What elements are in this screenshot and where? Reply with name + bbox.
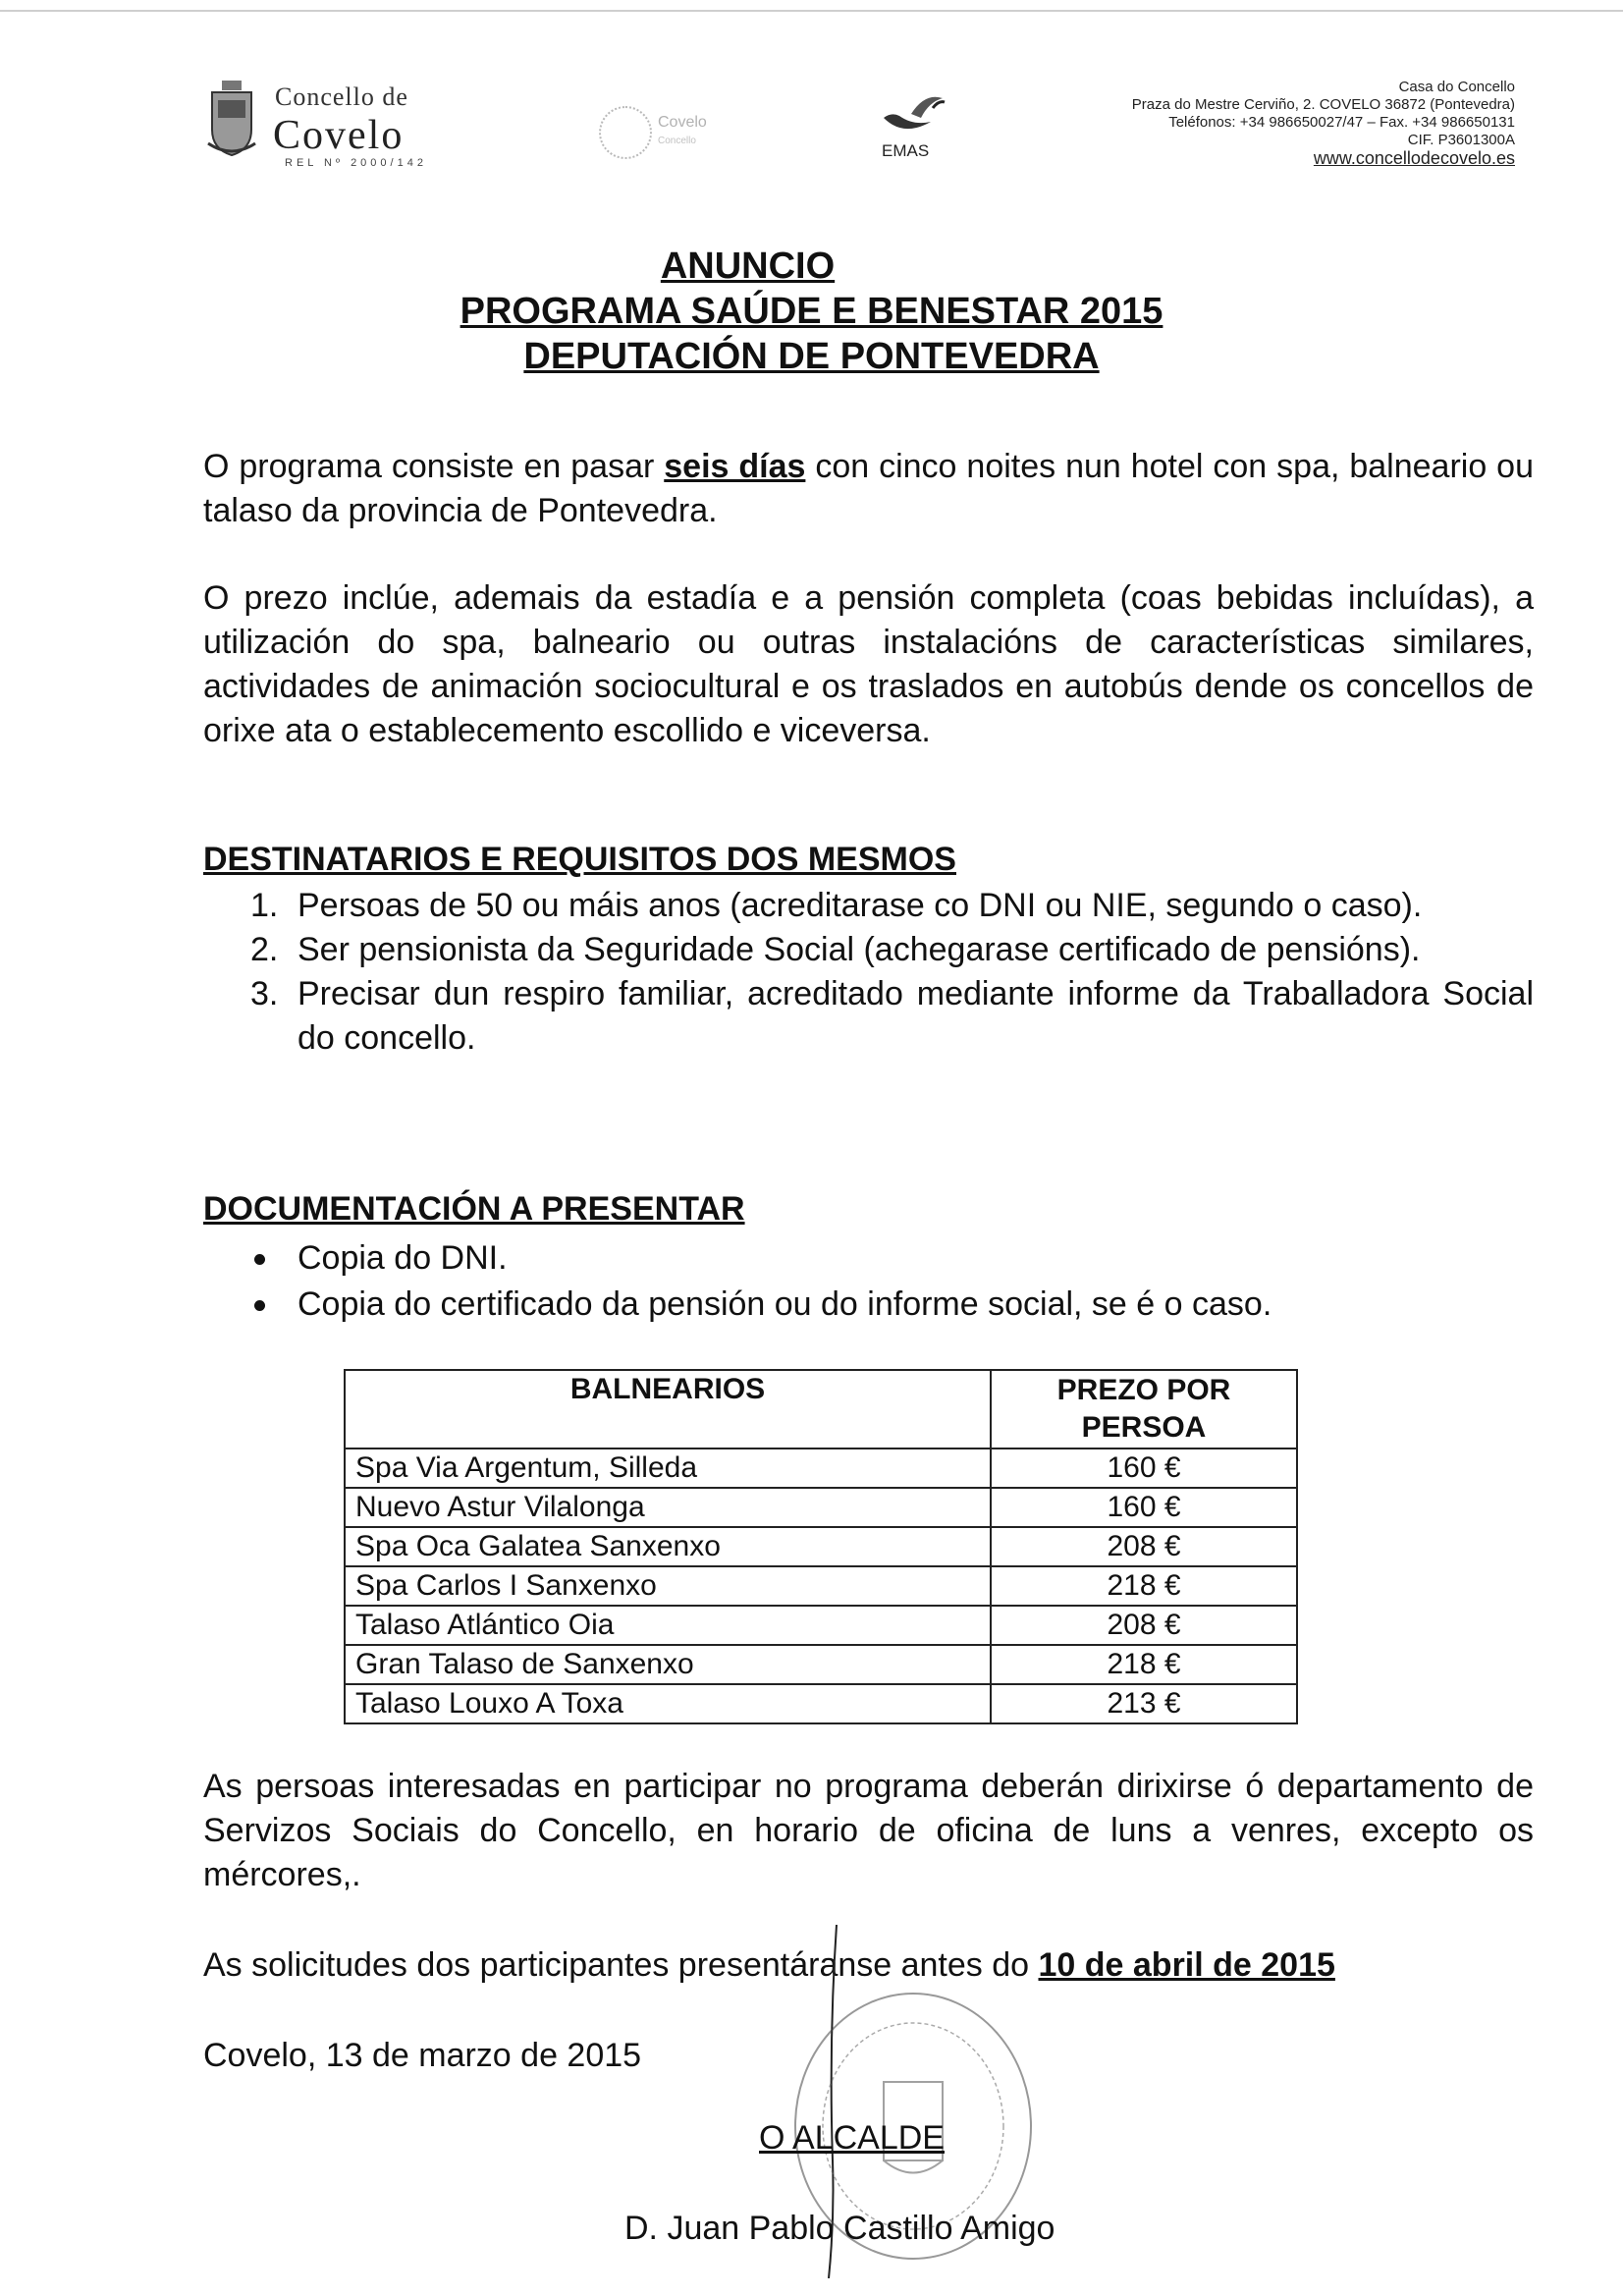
intro-highlight: seis días — [664, 448, 806, 485]
documentation-heading: DOCUMENTACIÓN A PRESENTAR — [203, 1190, 745, 1228]
list-item — [250, 1282, 1534, 1328]
list-text: Copia do DNI. — [298, 1239, 508, 1277]
spa-price: 208 € — [991, 1527, 1297, 1566]
emas-logo — [874, 88, 952, 167]
list-item — [250, 884, 1534, 928]
list-item — [250, 928, 1534, 972]
secondary-logo-text: Covelo — [658, 114, 707, 131]
spa-name: Spa Via Argentum, Silleda — [345, 1449, 991, 1488]
scan-top-line — [0, 10, 1623, 12]
table-row — [345, 1449, 1297, 1488]
spa-name: Talaso Louxo A Toxa — [345, 1684, 991, 1723]
place-date: Covelo, 13 de marzo de 2015 — [203, 2037, 642, 2074]
spa-price: 208 € — [991, 1606, 1297, 1645]
list-item — [250, 1235, 1534, 1282]
title-deputacion: DEPUTACIÓN DE PONTEVEDRA — [523, 336, 1100, 377]
emas-leaf-icon — [874, 88, 952, 139]
documentation-list — [250, 1235, 1534, 1328]
municipality-logo — [206, 71, 432, 174]
spa-price: 218 € — [991, 1566, 1297, 1606]
spa-price: 218 € — [991, 1645, 1297, 1684]
contact-paragraph: As persoas interesadas en participar no programa deberán dirixirse ó departamento de Servizos Sociais do Concello, en horario de oficina de luns a venres, excepto os mércores,. — [203, 1768, 1534, 1893]
spa-name: Gran Talaso de Sanxenxo — [345, 1645, 991, 1684]
municipality-name-line1: Concello de — [275, 82, 408, 111]
spa-price: 213 € — [991, 1684, 1297, 1723]
municipality-name-line2: Covelo — [273, 113, 405, 158]
office-name: Casa do Concello — [1398, 79, 1515, 95]
spa-name: Nuevo Astur Vilalonga — [345, 1488, 991, 1527]
deadline-text: As solicitudes dos participantes presentáranse antes do — [203, 1946, 1039, 1984]
bullet-icon — [254, 1300, 265, 1311]
list-number: 2. — [250, 931, 279, 968]
registry-number: REL Nº 2000/142 — [285, 157, 427, 169]
bullet-icon — [254, 1254, 265, 1265]
website-link[interactable]: www.concellodecovelo.es — [1313, 148, 1515, 168]
intro-text-before: O programa consiste en pasar — [203, 448, 665, 485]
emas-label: EMAS — [882, 141, 930, 160]
cif: CIF. P3601300A — [1407, 132, 1515, 148]
secondary-logo-circle-icon — [599, 106, 652, 159]
secondary-logo-subtext: Concello — [658, 136, 696, 146]
spa-price: 160 € — [991, 1488, 1297, 1527]
requirements-heading: DESTINATARIOS E REQUISITOS DOS MESMOS — [203, 841, 956, 878]
table-header-row — [345, 1370, 1297, 1449]
deadline-date: 10 de abril de 2015 — [1038, 1946, 1335, 1984]
table-row — [345, 1606, 1297, 1645]
spa-name: Talaso Atlántico Oia — [345, 1606, 991, 1645]
spa-price: 160 € — [991, 1449, 1297, 1488]
signer-name: D. Juan Pablo Castillo Amigo — [624, 2210, 1055, 2247]
list-text: Precisar dun respiro familiar, acreditado mediante informe da Traballadora Social do concello. — [298, 975, 1534, 1057]
table-row — [345, 1527, 1297, 1566]
intro-text-after: con cinco noites nun hotel con spa, balneario ou talaso da provincia de Pontevedra. — [203, 448, 1534, 529]
list-text: Persoas de 50 ou máis anos (acreditarase co DNI ou NIE, segundo o caso). — [298, 887, 1423, 924]
phones: Teléfonos: +34 986650027/47 – Fax. +34 986650131 — [1168, 114, 1515, 131]
requirements-list — [250, 884, 1534, 1061]
list-text: Copia do certificado da pensión ou do informe social, se é o caso. — [298, 1285, 1272, 1323]
contact-block — [1004, 79, 1515, 167]
secondary-logo — [599, 98, 727, 177]
spa-name: Spa Carlos I Sanxenxo — [345, 1566, 991, 1606]
title-programa: PROGRAMA SAÚDE E BENESTAR 2015 — [460, 291, 1163, 332]
coat-of-arms-icon — [206, 79, 257, 157]
list-number: 3. — [250, 975, 279, 1012]
includes-paragraph: O prezo inclúe, ademais da estadía e a pensión completa (coas bebidas incluídas), a utilización do spa, balneario ou outras instalacións de características similares, actividades de animación sociocultural e os traslados en autobús dende os concellos de orixe ata o establecemento escollido e viceversa. — [203, 579, 1534, 749]
signer-title: O ALCALDE — [759, 2119, 945, 2157]
address: Praza do Mestre Cerviño, 2. COVELO 36872 (Pontevedra) — [1131, 96, 1515, 113]
table-row — [345, 1488, 1297, 1527]
table-row — [345, 1684, 1297, 1723]
document-titles — [0, 244, 1623, 379]
list-text: Ser pensionista da Seguridade Social (achegarase certificado de pensións). — [298, 931, 1421, 968]
list-number: 1. — [250, 887, 279, 924]
spa-name: Spa Oca Galatea Sanxenxo — [345, 1527, 991, 1566]
column-header-balnearios: BALNEARIOS — [345, 1370, 991, 1449]
table-row — [345, 1566, 1297, 1606]
title-anuncio: ANUNCIO — [660, 246, 836, 287]
column-header-price: PREZO POR PERSOA — [991, 1370, 1297, 1449]
intro-paragraph — [203, 445, 1534, 533]
table-row — [345, 1645, 1297, 1684]
spa-price-table — [344, 1369, 1298, 1724]
list-item — [250, 972, 1534, 1061]
